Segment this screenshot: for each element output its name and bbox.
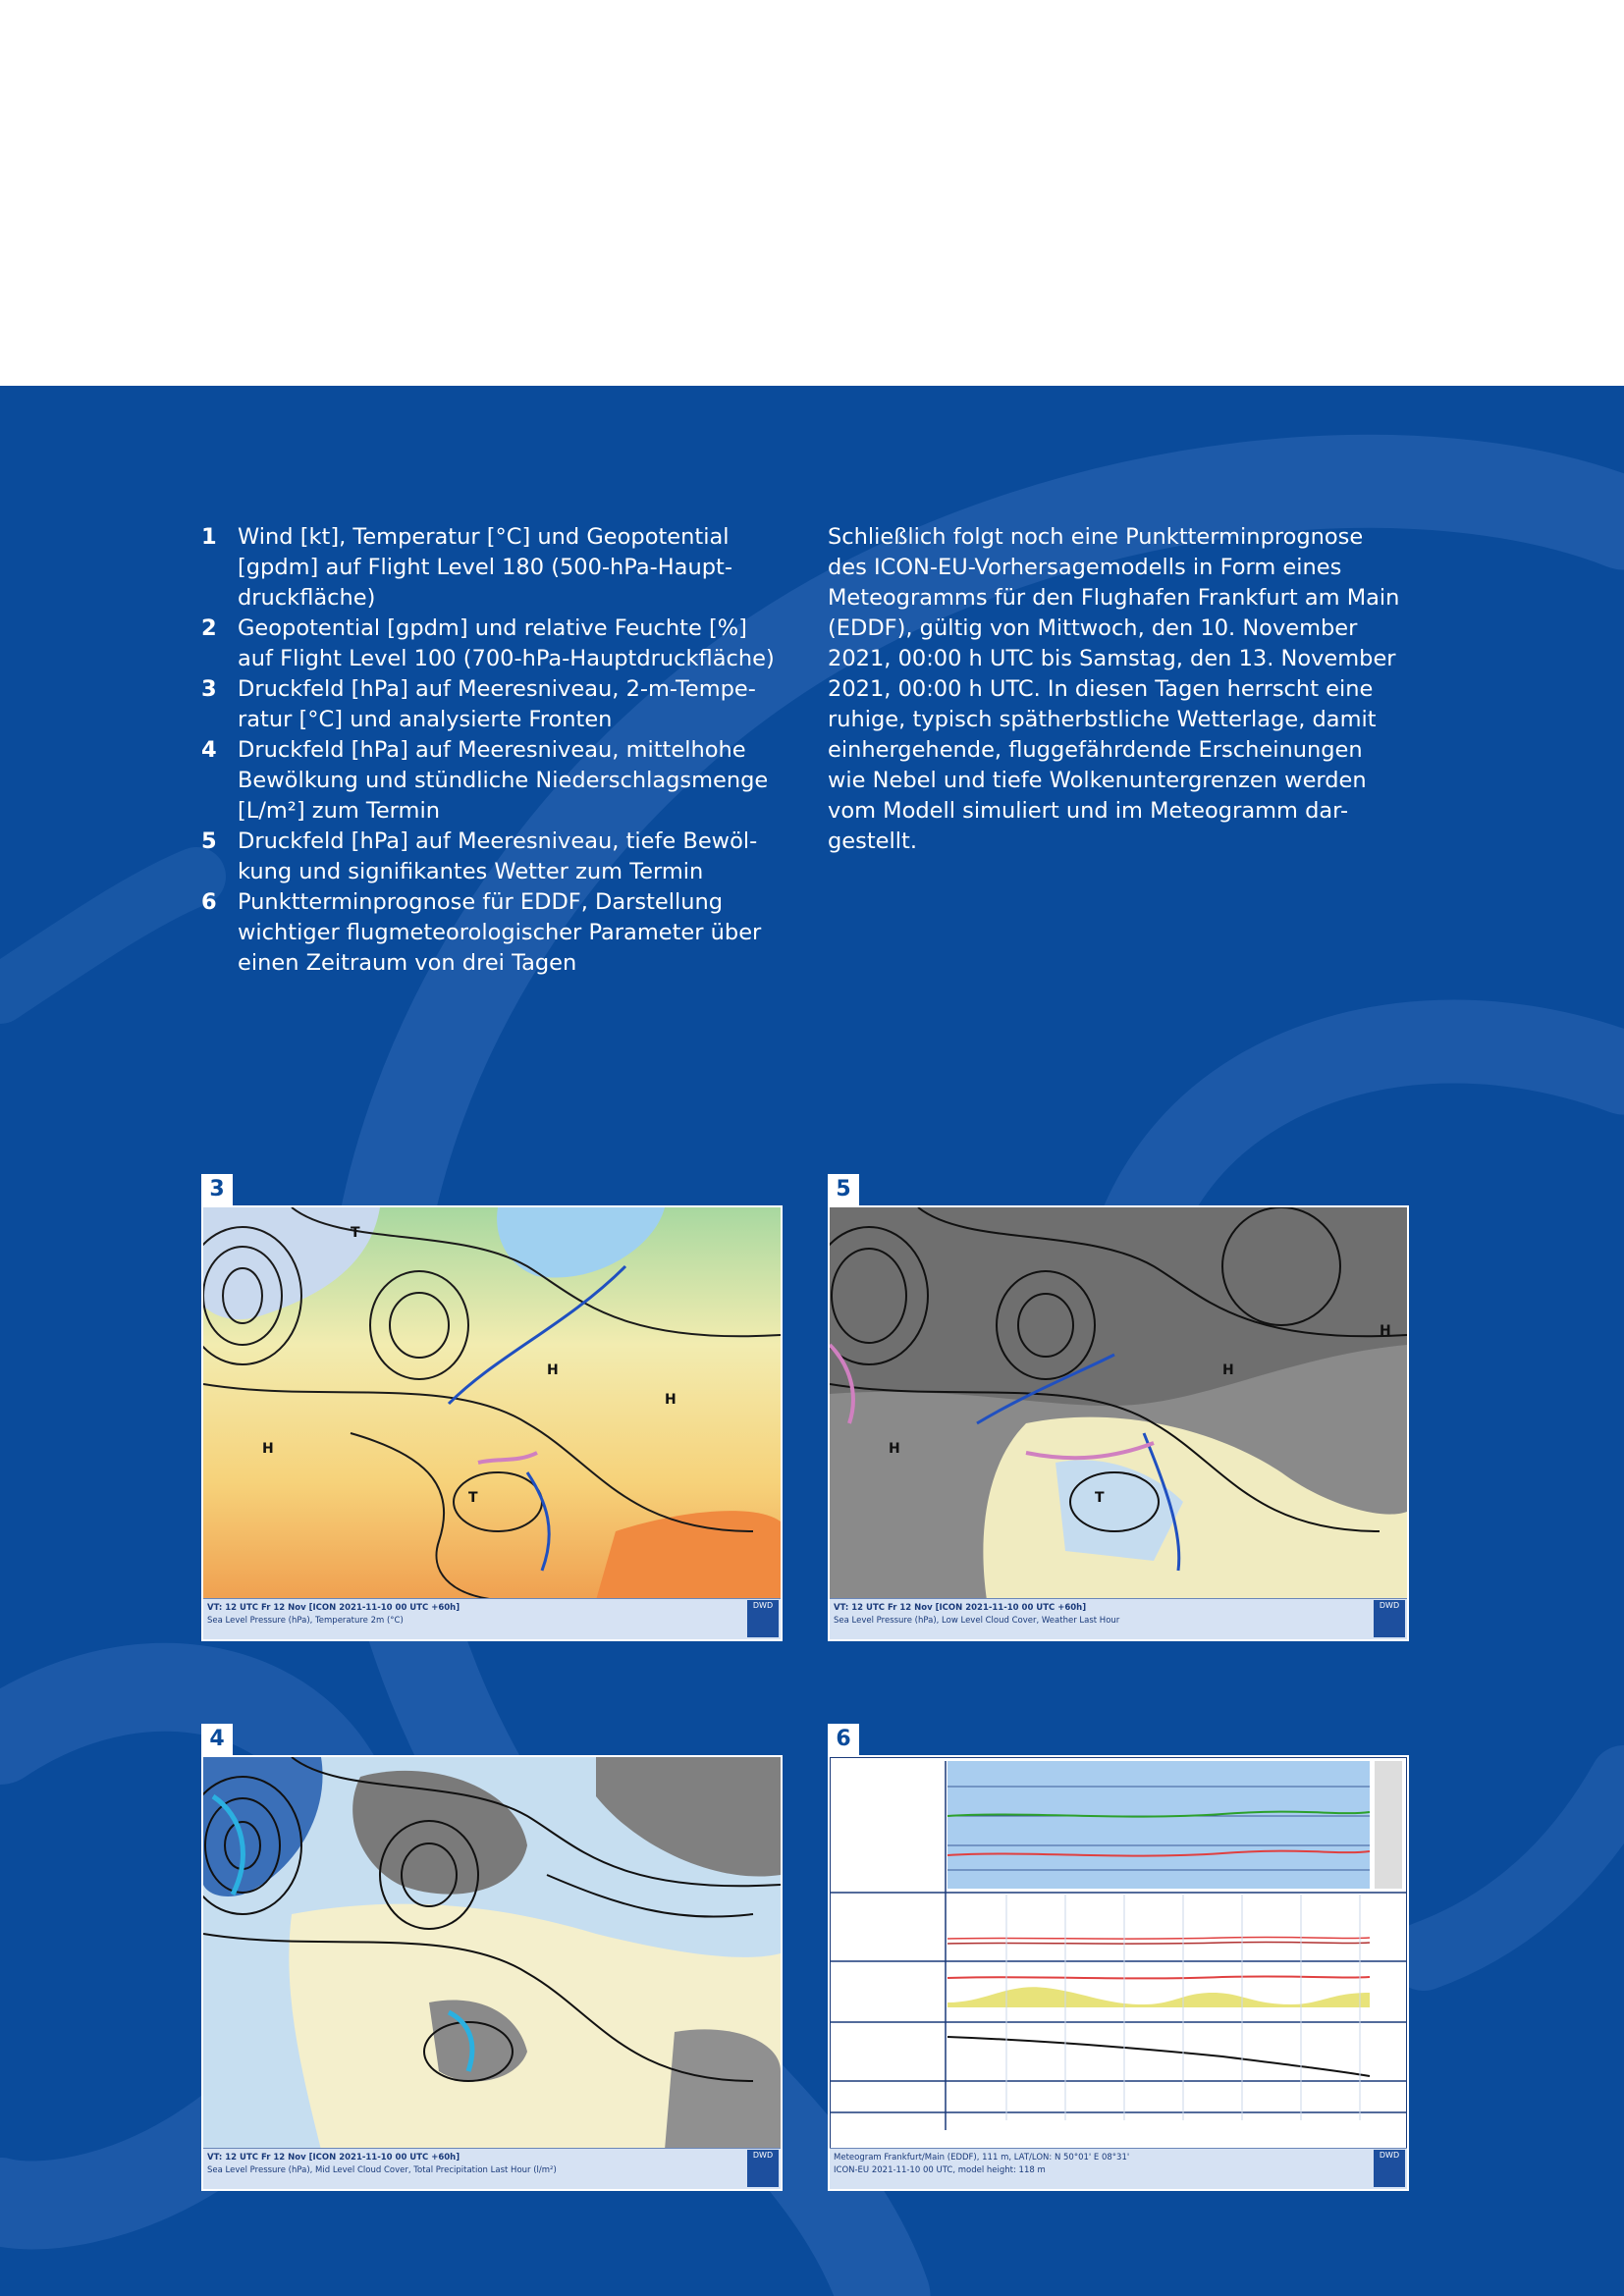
figure-number: 6 [828,1724,859,1755]
figure-number: 4 [201,1724,233,1755]
paragraph-line: gestellt. [828,828,917,854]
dwd-logo: DWD [747,1600,779,1637]
paragraph-line: Meteogramms für den Flughafen Frankfurt am Main [828,585,1400,611]
list-line: Druckfeld [hPa] auf Meeresniveau, 2-m-Tempe- [238,676,756,702]
list-line: wichtiger flugmeteorologischer Parameter über [238,920,762,945]
list-line: Bewölkung und stündliche Niederschlagsmenge [238,768,769,793]
figure-6 [828,1724,1409,2191]
list-line: druckfläche) [238,585,376,611]
svg-text:T: T [1095,1490,1105,1506]
temperature-pressure-map [203,1207,781,1600]
mid-cloud-precipitation-map [203,1757,781,2150]
list-item [201,614,790,674]
caption-line: VT: 12 UTC Fr 12 Nov [ICON 2021-11-10 00 UTC +60h] [207,2153,460,2163]
paragraph-line: Schließlich folgt noch eine Punktterminprognose [828,524,1364,550]
figure-5-image [828,1205,1409,1641]
list-item [201,887,790,979]
svg-text:T: T [468,1490,478,1506]
svg-text:H: H [262,1441,274,1457]
list-line: Wind [kt], Temperatur [°C] und Geopotential [238,524,730,550]
body-paragraph [828,522,1417,857]
list-line: einen Zeitraum von drei Tagen [238,950,577,976]
figure-4-image [201,1755,783,2191]
list-number: 2 [201,615,217,641]
list-line: ratur [°C] und analysierte Fronten [238,707,613,732]
figure-number: 3 [201,1174,233,1205]
figure-legend-list [201,522,790,979]
list-item [201,674,790,735]
paragraph-line: (EDDF), gültig von Mittwoch, den 10. November [828,615,1358,641]
caption-line: Sea Level Pressure (hPa), Low Level Cloud Cover, Weather Last Hour [834,1616,1120,1626]
caption-line: Meteogram Frankfurt/Main (EDDF), 111 m, LAT/LON: N 50°01' E 08°31' [834,2153,1130,2163]
dwd-logo: DWD [747,2150,779,2187]
svg-text:H: H [1222,1362,1234,1378]
list-line: Druckfeld [hPa] auf Meeresniveau, mittelhohe [238,737,746,763]
list-number: 5 [201,828,217,854]
svg-text:T: T [351,1225,360,1241]
figure-3-image [201,1205,783,1641]
meteogram [830,1757,1407,2150]
paragraph-line: vom Modell simuliert und im Meteogramm dar- [828,798,1349,824]
map-caption [203,1598,781,1639]
list-line: Druckfeld [hPa] auf Meeresniveau, tiefe Bewöl- [238,828,758,854]
list-line: [L/m²] zum Termin [238,798,440,824]
list-item [201,735,790,827]
caption-line: Sea Level Pressure (hPa), Mid Level Cloud Cover, Total Precipitation Last Hour (l/m²) [207,2165,557,2175]
paragraph-line: des ICON-EU-Vorhersagemodells in Form eines [828,555,1342,580]
list-number: 3 [201,676,217,702]
paragraph-line: ruhige, typisch spätherbstliche Wetterlage, damit [828,707,1377,732]
list-item [201,522,790,614]
figure-3 [201,1174,783,1641]
figure-6-image [828,1755,1409,2191]
low-cloud-weather-map [830,1207,1407,1600]
list-line: Punktterminprognose für EDDF, Darstellung [238,889,724,915]
dwd-logo: DWD [1374,1600,1405,1637]
paragraph-line: einhergehende, fluggefährdende Erscheinungen [828,737,1363,763]
svg-text:H: H [547,1362,559,1378]
list-line: auf Flight Level 100 (700-hPa-Hauptdruckfläche) [238,646,775,671]
list-number: 6 [201,889,217,915]
figure-number: 5 [828,1174,859,1205]
svg-text:H: H [665,1392,677,1408]
svg-text:H: H [1380,1323,1391,1339]
caption-line: VT: 12 UTC Fr 12 Nov [ICON 2021-11-10 00 UTC +60h] [207,1603,460,1613]
caption-line: VT: 12 UTC Fr 12 Nov [ICON 2021-11-10 00 UTC +60h] [834,1603,1087,1613]
meteogram-caption [830,2148,1407,2189]
list-item [201,827,790,887]
paragraph-line: 2021, 00:00 h UTC bis Samstag, den 13. November [828,646,1396,671]
caption-line: ICON-EU 2021-11-10 00 UTC, model height: 118 m [834,2165,1046,2175]
list-line: kung und signifikantes Wetter zum Termin [238,859,704,884]
figure-5 [828,1174,1409,1641]
caption-line: Sea Level Pressure (hPa), Temperature 2m (°C) [207,1616,404,1626]
list-number: 1 [201,524,217,550]
paragraph-line: 2021, 00:00 h UTC. In diesen Tagen herrscht eine [828,676,1374,702]
map-caption [203,2148,781,2189]
list-number: 4 [201,737,217,763]
list-line: Geopotential [gpdm] und relative Feuchte [%] [238,615,747,641]
list-line: [gpdm] auf Flight Level 180 (500-hPa-Haupt- [238,555,732,580]
dwd-logo: DWD [1374,2150,1405,2187]
paragraph-line: wie Nebel und tiefe Wolkenuntergrenzen werden [828,768,1367,793]
figure-4 [201,1724,783,2191]
svg-text:H: H [889,1441,900,1457]
map-caption [830,1598,1407,1639]
